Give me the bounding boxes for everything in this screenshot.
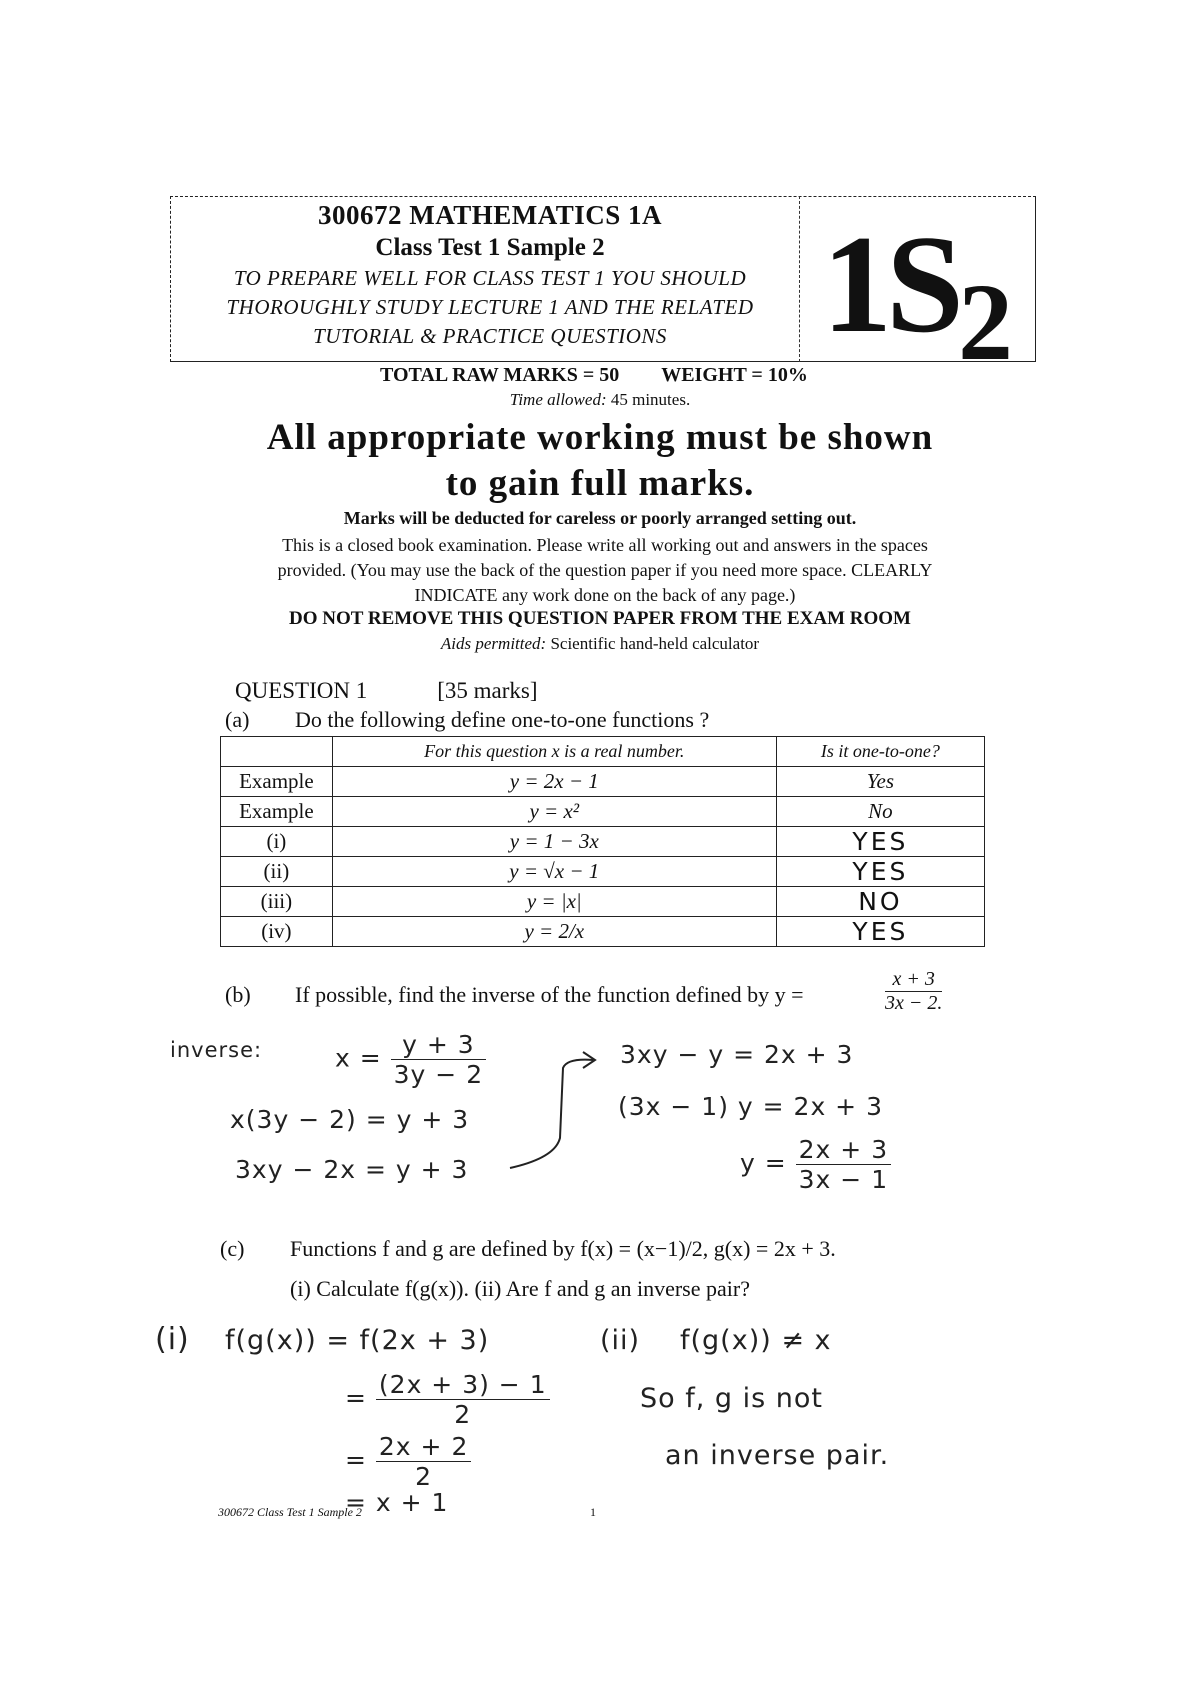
working-instruction-line-1: All appropriate working must be shown: [266, 417, 934, 458]
aids-label: Aids permitted:: [440, 634, 547, 653]
row-label: (ii): [221, 857, 333, 887]
question-1-marks: [35 marks]: [437, 678, 538, 703]
row-function: y = |x|: [332, 887, 776, 917]
work-c-i-line-2: = $\frac{(2x + 3) - 1}{2}$: [345, 1370, 550, 1429]
row-answer: NO: [776, 887, 984, 917]
part-c-prompt: [220, 1236, 836, 1262]
header-divider: [799, 196, 800, 362]
work-b-l1-den: 3y − 2: [393, 1060, 484, 1089]
row-label: (i): [221, 827, 333, 857]
test-code-badge: [805, 207, 1030, 383]
work-c-ii-line-1: f(g(x)) ≠ x: [680, 1325, 832, 1356]
time-line: [0, 390, 1200, 410]
table-header-function: For this question x is a real number.: [332, 737, 776, 767]
row-function: y = √x − 1: [332, 857, 776, 887]
row-label: (iv): [221, 917, 333, 947]
part-b-denominator: 3x − 2: [885, 992, 938, 1014]
work-b-line-3: 3xy − 2x = y + 3: [235, 1155, 469, 1184]
work-b-l1-fraction: [391, 1030, 486, 1089]
table-row: [221, 797, 985, 827]
question-1-heading: [235, 678, 538, 704]
row-label: (iii): [221, 887, 333, 917]
question-1-title: QUESTION 1: [235, 678, 368, 703]
exam-rules: This is a closed book examination. Please write all working out and answers in the spaces provided. (You may use the back of the question paper if you need more space. CLEARLY INDICATE any work done on the back of any page.): [277, 535, 933, 605]
header-text: [190, 198, 790, 351]
row-answer: No: [776, 797, 984, 827]
table-header-answer: Is it one-to-one?: [776, 737, 984, 767]
row-answer: Yes: [776, 767, 984, 797]
test-title: Class Test 1 Sample 2: [375, 234, 605, 261]
work-b-r3-den: 3x − 1: [798, 1165, 889, 1194]
table-header-row: [221, 737, 985, 767]
work-b-line-2: x(3y − 2) = y + 3: [230, 1105, 470, 1134]
no-remove-notice: DO NOT REMOVE THIS QUESTION PAPER FROM THE EXAM ROOM: [289, 608, 911, 629]
part-b-fraction: [885, 968, 942, 1015]
work-b-l1-num: y + 3: [391, 1030, 486, 1060]
row-label: Example: [221, 797, 333, 827]
work-c-ii-line-2: So f, g is not: [640, 1383, 824, 1414]
course-title: 300672 MATHEMATICS 1A: [317, 200, 662, 230]
work-c-i-line-3: = $\frac{2x + 2}{2}$: [345, 1432, 471, 1491]
row-function: y = 2/x: [332, 917, 776, 947]
work-b-r3-lhs: y =: [740, 1148, 787, 1178]
table-row: [221, 857, 985, 887]
one-to-one-table: [220, 736, 985, 947]
part-a-text: Do the following define one-to-one functions ?: [295, 707, 710, 732]
aids-line: [0, 634, 1200, 654]
work-c-ii-label: (ii): [600, 1325, 641, 1356]
work-c-ii-line-3: an inverse pair.: [665, 1440, 890, 1471]
row-function: y = 1 − 3x: [332, 827, 776, 857]
part-c-subquestions: (i) Calculate f(g(x)). (ii) Are f and g an inverse pair?: [290, 1276, 750, 1301]
weight: WEIGHT = 10%: [661, 364, 808, 386]
row-label: Example: [221, 767, 333, 797]
part-c-text: Functions f and g are defined by f(x) = (x−1)/2, g(x) = 2x + 3.: [290, 1236, 836, 1261]
work-c-i-line-4: = x + 1: [345, 1488, 449, 1517]
work-c-i-l2-fraction: [376, 1370, 550, 1429]
row-function: y = x²: [332, 797, 776, 827]
time-label: Time allowed:: [509, 390, 607, 409]
deduct-notice: Marks will be deducted for careless or poorly arranged setting out.: [343, 508, 857, 528]
marks-line: [380, 364, 808, 387]
work-c-i-label: (i): [155, 1322, 190, 1357]
row-function: y = 2x − 1: [332, 767, 776, 797]
work-c-i-l3-num: 2x + 2: [376, 1432, 471, 1462]
work-c-i-l2-den: 2: [454, 1400, 472, 1429]
time-value: 45 minutes.: [610, 390, 691, 409]
part-b-label: (b): [225, 982, 251, 1007]
work-b-line-1: [335, 1030, 486, 1089]
part-b-end: .: [937, 992, 943, 1014]
prep-line-1: TO PREPARE WELL FOR CLASS TEST 1 YOU SHOULD: [233, 266, 747, 290]
prep-line-2: THOROUGHLY STUDY LECTURE 1 AND THE RELATED: [226, 295, 754, 319]
table-row: [221, 917, 985, 947]
part-b-prompt: [225, 982, 804, 1008]
part-c-label: (c): [220, 1236, 245, 1261]
work-c-i-line-1: f(g(x)) = f(2x + 3): [225, 1325, 490, 1356]
row-answer: YES: [776, 857, 984, 887]
inverse-label: inverse:: [170, 1038, 263, 1062]
footer-page-number: 1: [590, 1505, 596, 1519]
work-b-l1-lhs: x =: [335, 1043, 382, 1073]
work-b-right-1: 3xy − y = 2x + 3: [620, 1040, 854, 1069]
row-answer: YES: [776, 827, 984, 857]
table-row: [221, 767, 985, 797]
total-marks: TOTAL RAW MARKS = 50: [380, 364, 620, 386]
work-b-r3-fraction: [796, 1135, 891, 1194]
work-c-i-l2-num: (2x + 3) − 1: [376, 1370, 550, 1400]
work-c-i-l3-fraction: [376, 1432, 471, 1491]
aids-value: Scientific hand-held calculator: [550, 634, 760, 653]
table-row: [221, 887, 985, 917]
working-instruction-line-2: to gain full marks.: [445, 463, 755, 504]
continuation-arrow: [505, 1048, 605, 1178]
part-a-prompt: [225, 707, 710, 733]
part-b-numerator: x + 3: [885, 968, 942, 992]
test-code-sub: 2: [957, 261, 1013, 383]
footer-test-name: 300672 Class Test 1 Sample 2: [218, 1505, 362, 1519]
row-answer: YES: [776, 917, 984, 947]
part-b-text: If possible, find the inverse of the function defined by y =: [295, 982, 804, 1007]
work-c-i-l3-den: 2: [415, 1462, 433, 1491]
part-a-label: (a): [225, 707, 250, 732]
working-instruction: [0, 415, 1200, 507]
test-code-main: 1S: [822, 207, 958, 362]
table-header-blank: [221, 737, 333, 767]
prep-line-3: TUTORIAL & PRACTICE QUESTIONS: [313, 324, 667, 348]
work-b-right-2: (3x − 1) y = 2x + 3: [618, 1092, 883, 1121]
table-row: [221, 827, 985, 857]
work-b-right-3: [740, 1135, 891, 1194]
work-b-r3-num: 2x + 3: [796, 1135, 891, 1165]
